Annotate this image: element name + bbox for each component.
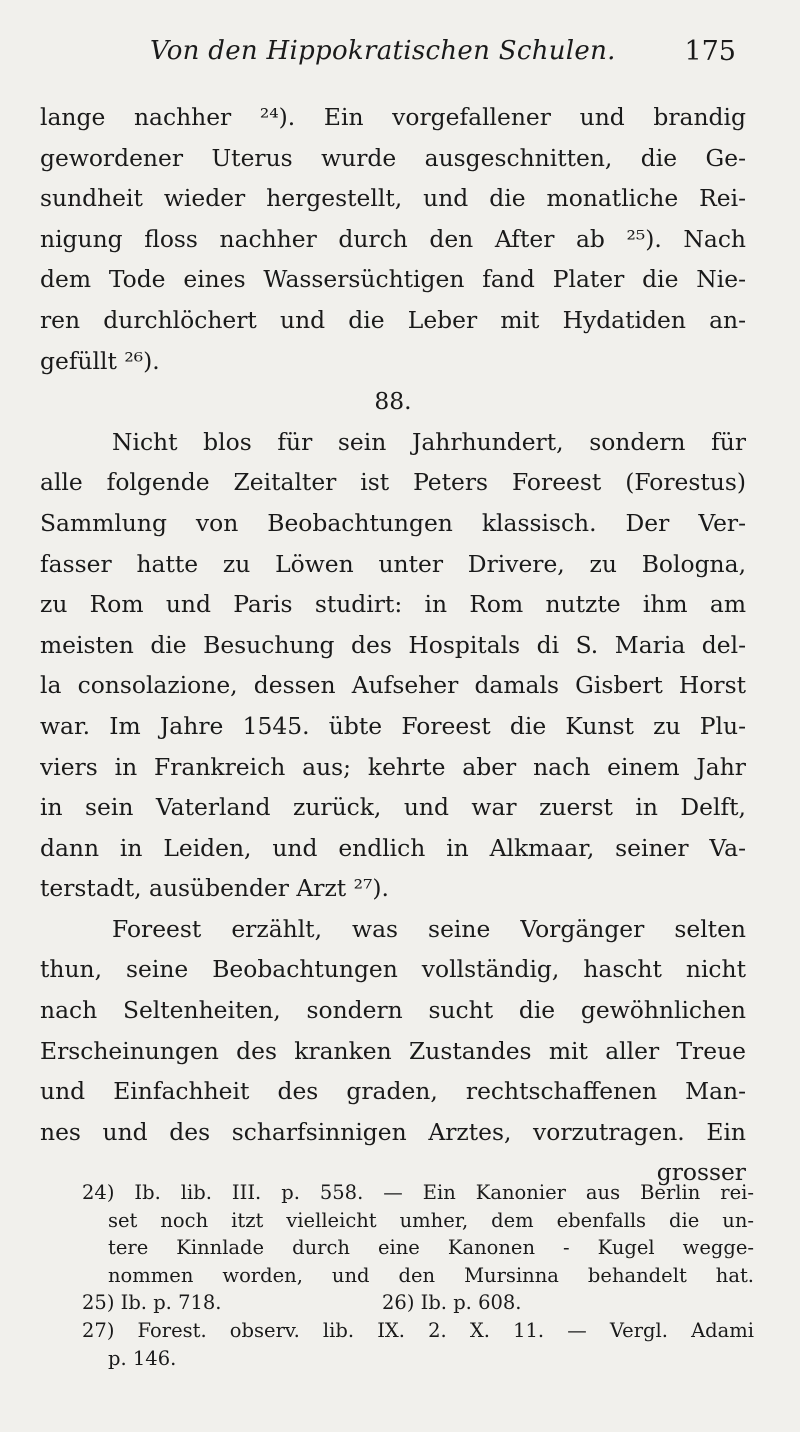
footnote-26: 26) Ib. p. 608. <box>382 1291 522 1315</box>
main-text <box>40 97 746 1193</box>
text-line: Foreest erzählt, was seine Vorgänger selten <box>112 914 746 943</box>
footnote-line: 24) Ib. lib. III. p. 558. — Ein Kanonier aus Berlin rei- <box>82 1181 754 1204</box>
footnote-line: p. 146. <box>108 1346 177 1370</box>
text-line: nigung floss nachher durch den After ab ²⁵). Nach <box>40 224 746 253</box>
footnote-line: 27) Forest. observ. lib. IX. 2. X. 11. — Vergl. Adami <box>82 1318 754 1342</box>
text-line: in sein Vaterland zurück, und war zuerst in Delft, <box>40 793 746 822</box>
text-line: nes und des scharfsinnigen Arztes, vorzutragen. Ein <box>40 1117 746 1146</box>
text-line: meisten die Besuchung des Hospitals di S. Maria del- <box>40 630 746 659</box>
text-line: viers in Frankreich aus; kehrte aber nach einem Jahr <box>40 752 746 781</box>
text-line: gefüllt ²⁶). <box>40 346 160 375</box>
section-number: 88. <box>374 387 412 416</box>
text-line: ren durchlöchert und die Leber mit Hydatiden an- <box>40 305 746 334</box>
text-line: la consolazione, dessen Aufseher damals Gisbert Horst <box>40 671 746 700</box>
text-line: grosser <box>656 1158 746 1187</box>
text-line: dann in Leiden, und endlich in Alkmaar, seiner Va- <box>40 833 746 862</box>
footnotes <box>82 1179 754 1372</box>
page-number: 175 <box>684 36 736 67</box>
text-line: terstadt, ausübender Arzt ²⁷). <box>40 874 389 903</box>
footnote-line: tere Kinnlade durch eine Kanonen - Kugel wegge- <box>108 1236 754 1260</box>
footnote-pair <box>82 1289 754 1317</box>
running-title: Von den Hippokratischen Schulen. <box>150 36 616 66</box>
page-header <box>150 36 750 76</box>
text-line: thun, seine Beobachtungen vollständig, hascht nicht <box>40 955 746 984</box>
footnote-line: nommen worden, und den Mursinna behandelt hat. <box>108 1263 754 1287</box>
text-line: und Einfachheit des graden, rechtschaffenen Man- <box>40 1077 746 1106</box>
text-line: nach Seltenheiten, sondern sucht die gewöhnlichen <box>40 996 746 1025</box>
footnote-25: 25) Ib. p. 718. <box>82 1291 222 1315</box>
text-line: zu Rom und Paris studirt: in Rom nutzte ihm am <box>40 590 746 619</box>
text-line: war. Im Jahre 1545. übte Foreest die Kunst zu Plu- <box>40 711 746 740</box>
text-line: Nicht blos für sein Jahrhundert, sondern für <box>112 427 746 456</box>
text-line: gewordener Uterus wurde ausgeschnitten, die Ge- <box>40 143 746 172</box>
text-line: dem Tode eines Wassersüchtigen fand Plater die Nie- <box>40 265 746 294</box>
text-line: fasser hatte zu Löwen unter Drivere, zu Bologna, <box>40 549 746 578</box>
footnote-line: set noch itzt vielleicht umher, dem ebenfalls die un- <box>108 1208 754 1232</box>
text-line: Erscheinungen des kranken Zustandes mit aller Treue <box>40 1036 746 1065</box>
text-line: Sammlung von Beobachtungen klassisch. Der Ver- <box>40 508 746 537</box>
text-line: alle folgende Zeitalter ist Peters Foreest (Forestus) <box>40 468 746 497</box>
text-line: sundheit wieder hergestellt, und die monatliche Rei- <box>40 184 746 213</box>
text-line: lange nachher ²⁴). Ein vorgefallener und brandig <box>40 103 746 131</box>
